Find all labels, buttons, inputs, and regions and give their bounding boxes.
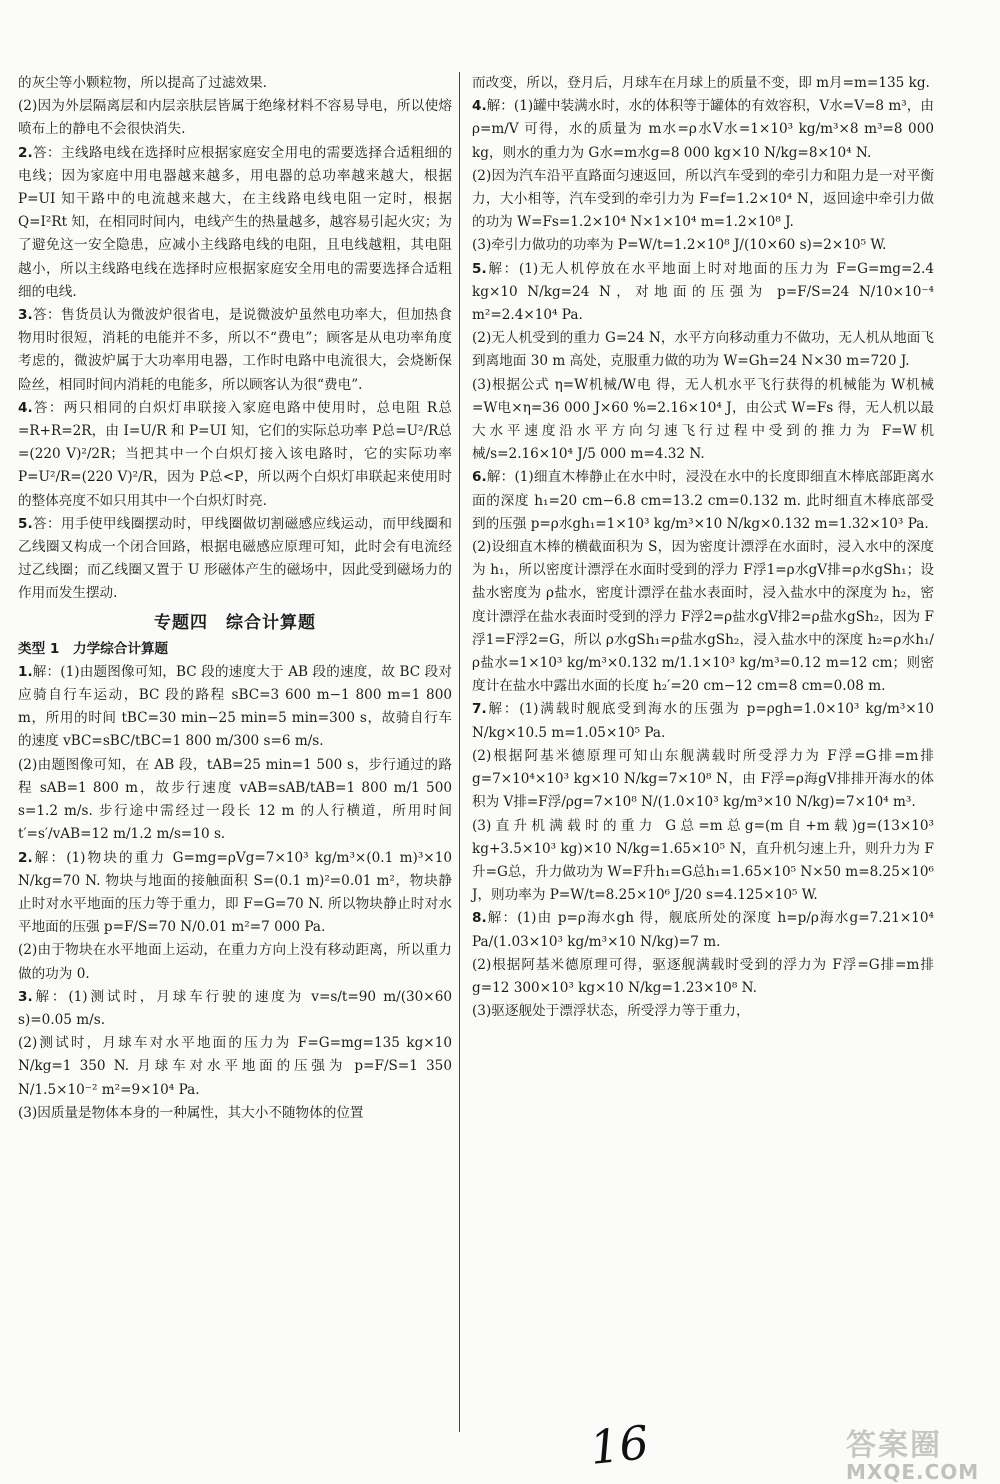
right-column	[472, 72, 934, 1023]
paragraph	[472, 815, 934, 908]
paragraph-text: 解：(1)测试时，月球车行驶的速度为 v=s/t=90 m/(30×60 s)=0.05 m/s.	[18, 988, 452, 1028]
paragraph-text: 解：(1)细直木棒静止在水中时，浸没在水中的长度即细直木棒底部距离水面的深度 h₁=20 cm−6.8 cm=13.2 cm=0.132 m. 此时细直木棒底部受到的压强 p=ρ水gh₁=1×10³ kg/m³×10 N/kg×0.132 m=1.32×10³ Pa.	[472, 469, 934, 532]
paragraph-text: 解：(1)物块的重力 G=mg=ρVg=7×10³ kg/m³×(0.1 m)³×10 N/kg=70 N. 物块与地面的接触面积 S=(0.1 m)²=0.01 m²，物块静止时对水平地面的压力等于重力，即 F=G=70 N. 所以物块静止时对水平地面的压强 p=F/S=70 N/0.01 m²=7 000 Pa.	[18, 849, 452, 936]
paragraph	[18, 661, 452, 754]
handwritten-page-number: 16	[587, 1415, 652, 1475]
question-number: 2.	[18, 849, 33, 866]
paragraph-text: 解：(1)无人机停放在水平地面上时对地面的压力为 F=G=mg=2.4 kg×10 N/kg=24 N，对地面的压强为 p=F/S=24 N/10×10⁻⁴ m²=2.4×10⁴ Pa.	[472, 260, 934, 324]
paragraph-text: (2)根据阿基米德原理可得，驱逐舰满载时受到的浮力为 F浮=G排=m排g=12 300×10³ kg×10 N/kg=1.23×10⁸ N.	[472, 956, 934, 996]
section-title	[18, 608, 452, 638]
paragraph-text: (2)无人机受到的重力 G=24 N，水平方向移动重力不做功，无人机从地面飞到离地面 30 m 高处，克服重力做的功为 W=Gh=24 N×30 m=720 J.	[472, 330, 934, 370]
paragraph	[472, 374, 934, 467]
paragraph	[18, 847, 452, 940]
paragraph-text: (2)测试时，月球车对水平地面的压力为 F=G=mg=135 kg×10 N/kg=1 350 N. 月球车对水平地面的压强为 p=F/S=1 350 N/1.5×10⁻² m²=9×10⁴ Pa.	[18, 1035, 452, 1098]
question-number: 1.	[18, 663, 33, 680]
paragraph	[18, 304, 452, 397]
question-number: 8.	[472, 910, 487, 927]
paragraph-text: 解：(1)满载时舰底受到海水的压强为 p=ρgh=1.0×10³ kg/m³×10 N/kg×10.5 m=1.05×10⁵ Pa.	[472, 701, 934, 741]
paragraph-text: 解：(1)由 p=ρ海水gh 得，舰底所处的深度 h=p/ρ海水g=7.21×10⁴ Pa/(1.03×10³ kg/m³×10 N/kg)=7 m.	[472, 910, 934, 950]
paragraph	[472, 72, 934, 95]
left-column	[18, 72, 452, 1125]
paragraph-text: (3)牵引力做功的功率为 P=W/t=1.2×10⁸ J/(10×60 s)=2×10⁵ W.	[472, 237, 887, 254]
paragraph-text: 专题四 综合计算题	[154, 612, 316, 633]
paragraph	[472, 1000, 934, 1023]
paragraph-text: 答：用手使甲线圈摆动时，甲线圈做切割磁感应线运动，而甲线圈和乙线圈又构成一个闭合回路，根据电磁感应原理可知，此时会有电流经过乙线圈；而乙线圈又置于 U 形磁体产生的磁场中，因此受到磁场力的作用而发生摆动.	[18, 515, 452, 602]
paragraph	[18, 95, 452, 141]
question-number: 4.	[472, 98, 487, 115]
paragraph-text: 的灰尘等小颗粒物，所以提高了过滤效果.	[18, 75, 268, 91]
paragraph-text: 答：两只相同的白炽灯串联接入家庭电路中使用时，总电阻 R总=R+R=2R，由 I=U/R 和 P=UI 知，它们的实际总功率 P总=U²/R总=(220 V)²/2R；当把其中一个白炽灯接入该电路时，它的实际功率 P=U²/R=(220 V)²/R，因为 P总<P，所以两个白炽灯串联起来使用时的整体亮度不如只用其中一个白炽灯时亮.	[18, 399, 452, 509]
watermark-title: 答案圈	[846, 1428, 942, 1463]
paragraph-text: 答：主线路电线在选择时应根据家庭安全用电的需要选择合适粗细的电线；因为家庭中用电器越来越多，用电器的总功率越来越大，根据 P=UI 知干路中的电流越来越大，在主线路电线电阻一定时，根据 Q=I²Rt 知，在相同时间内，电线产生的热量越多，越容易引起火灾；为了避免这一安全隐患，应减小主线路电线的电阻，且电线越粗，其电阻越小，所以主线路电线在选择时应根据家庭安全用电的需要选择合适粗细的电线.	[18, 144, 452, 300]
question-number: 2.	[18, 144, 33, 161]
paragraph-text: 答：售货员认为微波炉很省电，是说微波炉虽然电功率大，但加热食物用时很短，消耗的电能并不多，所以不“费电”；顾客是从电功率角度考虑的，微波炉属于大功率用电器，工作时电路中电流很大，会烧断保险丝，相同时间内消耗的电能多，所以顾客认为很“费电”.	[18, 307, 452, 393]
paragraph	[18, 754, 452, 847]
paragraph	[472, 698, 934, 744]
paragraph-text: (2)因为汽车沿平直路面匀速返回，所以汽车受到的牵引力和阻力是一对平衡力，大小相等，汽车受到的牵引力为 F=f=1.2×10⁴ N，返回途中牵引力做的功为 W=Fs=1.2×10⁴ N×1×10⁴ m=1.2×10⁸ J.	[472, 167, 934, 231]
question-number: 3.	[18, 988, 33, 1005]
paragraph	[18, 513, 452, 606]
paragraph	[18, 142, 452, 304]
watermark-url: MXQE.COM	[846, 1460, 980, 1484]
paragraph-text: 类型 1 力学综合计算题	[18, 640, 169, 657]
paragraph-text: 解：(1)由题图像可知，BC 段的速度大于 AB 段的速度，故 BC 段对应骑自行车运动，BC 段的路程 sBC=3 600 m−1 800 m=1 800 m，所用的时间 tBC=30 min−25 min=5 min=300 s，故骑自行车的速度 vBC=sBC/tBC=1 800 m/300 s=6 m/s.	[18, 663, 452, 750]
paragraph-text: (2)由题图像可知，在 AB 段，tAB=25 min=1 500 s，步行通过的路程 sAB=1 800 m，故步行速度 vAB=sAB/tAB=1 800 m/1 500 s=1.2 m/s. 步行途中需经过一段长 12 m 的人行横道，所用时间 t′=s′/vAB=12 m/1.2 m/s=10 s.	[18, 756, 452, 843]
paragraph	[472, 258, 934, 328]
paragraph	[472, 165, 934, 235]
question-number: 5.	[472, 260, 487, 277]
question-number: 7.	[472, 701, 487, 718]
paragraph	[18, 939, 452, 985]
paragraph	[18, 986, 452, 1032]
paragraph-text: (2)设细直木棒的横截面积为 S，因为密度计漂浮在水面时，浸入水中的深度为 h₁，所以密度计漂浮在水面时受到的浮力 F浮1=ρ水gV排=ρ水gSh₁；设盐水密度为 ρ盐水，密度计漂浮在盐水表面时，浸入盐水中的深度为 h₂，密度计漂浮在盐水表面时受到的浮力 F浮2=ρ盐水gV排2=ρ盐水gSh₂，因为 F浮1=F浮2=G，所以 ρ水gSh₁=ρ盐水gSh₂，浸入盐水中的深度 h₂=ρ水h₁/ρ盐水=1×10³ kg/m³×0.132 m/1.1×10³ kg/m³=0.12 m=12 cm；则密度计在盐水中露出水面的长度 h₂′=20 cm−12 cm=8 cm=0.08 m.	[472, 539, 934, 695]
paragraph-text: 解：(1)罐中装满水时，水的体积等于罐体的有效容积，V水=V=8 m³，由 ρ=m/V 可得，水的质量为 m水=ρ水V水=1×10³ kg/m³×8 m³=8 000 kg，则水的重力为 G水=m水g=8 000 kg×10 N/kg=8×10⁴ N.	[472, 98, 934, 161]
paragraph	[472, 327, 934, 373]
paragraph-text: (3)驱逐舰处于漂浮状态，所受浮力等于重力，	[472, 1003, 750, 1020]
paragraph-text: 而改变，所以，登月后，月球车在月球上的质量不变，即 m月=m=135 kg.	[472, 75, 930, 91]
paragraph	[472, 536, 934, 698]
paragraph-text: (2)因为外层隔离层和内层亲肤层皆属于绝缘材料不容易导电，所以使熔喷布上的静电不会很快消失.	[18, 98, 452, 138]
column-divider	[459, 72, 460, 1432]
watermark-logo	[846, 1420, 996, 1484]
paragraph-text: (2)由于物块在水平地面上运动，在重力方向上没有移动距离，所以重力做的功为 0.	[18, 942, 452, 982]
question-number: 6.	[472, 469, 487, 486]
paragraph	[472, 234, 934, 257]
type-heading	[18, 638, 452, 661]
paragraph-text: (2)根据阿基米德原理可知山东舰满载时所受浮力为 F浮=G排=m排g=7×10⁴×10³ kg×10 N/kg=7×10⁸ N，由 F浮=ρ海gV排排开海水的体积为 V排=F浮/ρg=7×10⁸ N/(1.0×10³ kg/m³×10 N/kg)=7×10⁴ m³.	[472, 747, 934, 811]
paragraph	[472, 907, 934, 953]
paragraph-text: (3)因质量是物体本身的一种属性，其大小不随物体的位置	[18, 1104, 364, 1121]
paragraph-text: (3)根据公式 η=W机械/W电 得，无人机水平飞行获得的机械能为 W机械=W电×η=36 000 J×60 %=2.16×10⁴ J，由公式 W=Fs 得，无人机以最大水平速度沿水平方向匀速飞行过程中受到的推力为 F=W机械/s=2.16×10⁴ J/5 000 m=4.32 N.	[472, 376, 934, 463]
question-number: 5.	[18, 515, 33, 532]
paragraph	[472, 745, 934, 815]
paragraph	[472, 466, 934, 536]
question-number: 4.	[18, 399, 33, 416]
paragraph	[472, 954, 934, 1000]
question-number: 3.	[18, 307, 33, 324]
paragraph-text: (3)直升机满载时的重力 G总=m总g=(m自+m载)g=(13×10³ kg+3.5×10³ kg)×10 N/kg=1.65×10⁵ N，直升机匀速上升，则升力为 F升=G总，升力做功为 W=F升h₁=G总h₁=1.65×10⁵ N×50 m=8.25×10⁶ J，则功率为 P=W/t=8.25×10⁶ J/20 s=4.125×10⁵ W.	[472, 817, 934, 904]
paragraph	[18, 397, 452, 513]
paragraph	[18, 72, 452, 95]
paragraph	[472, 95, 934, 165]
paragraph	[18, 1032, 452, 1102]
paragraph	[18, 1102, 452, 1125]
